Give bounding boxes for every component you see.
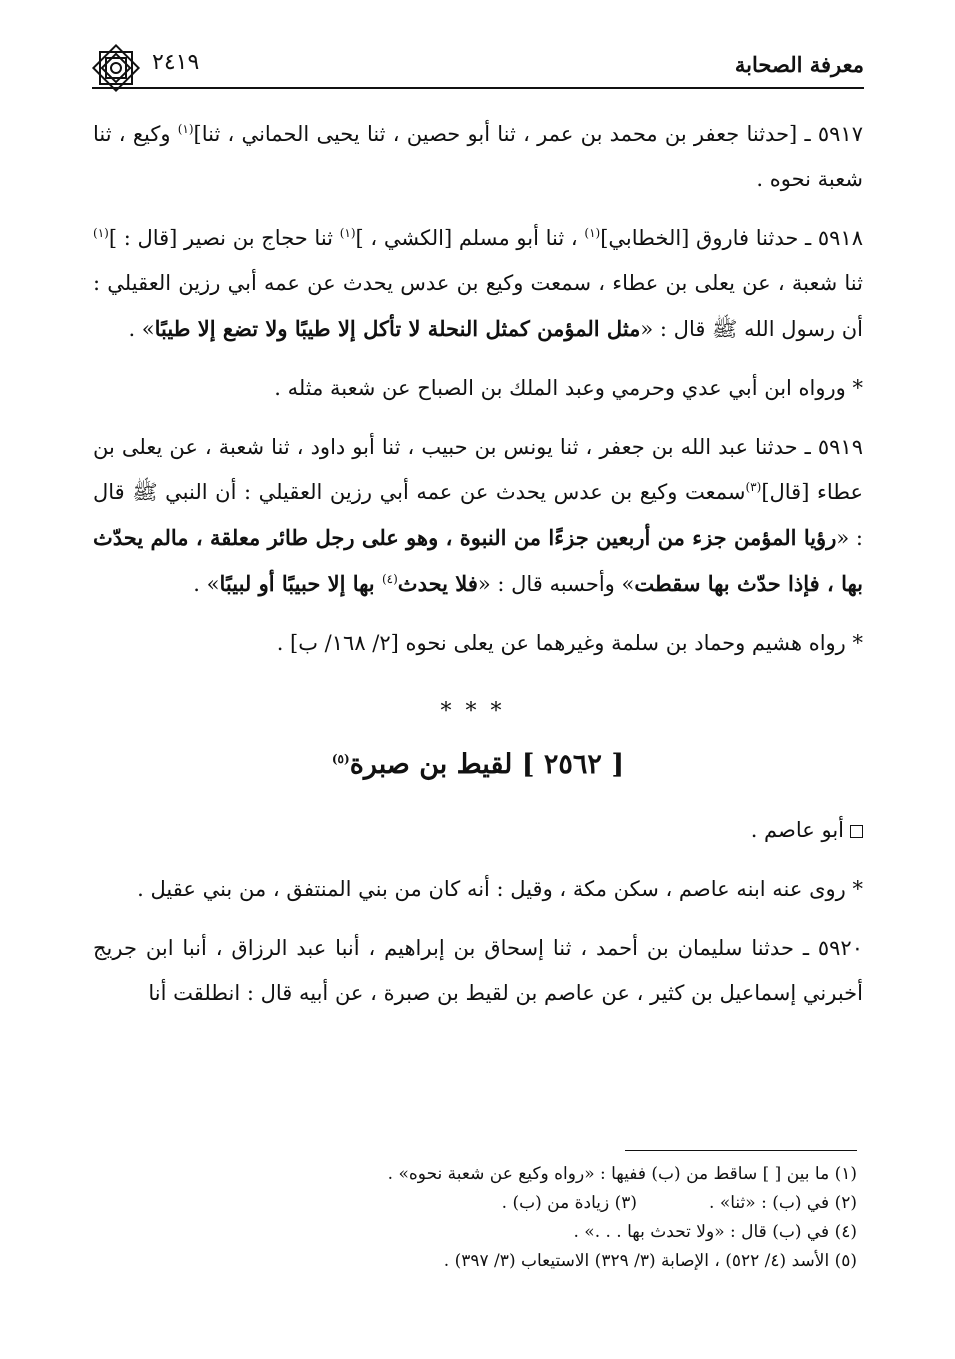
footnote-ref: (٤)	[381, 572, 398, 586]
square-bullet-icon	[850, 825, 863, 838]
section-title: [ ٢٥٦٢ ] لقيط بن صبرة$^{(٥)}$	[331, 749, 625, 780]
footnote-ref: (٣)	[745, 480, 762, 494]
section-divider: ***	[440, 699, 516, 724]
footnote-2-3	[97, 1189, 857, 1218]
main-text	[93, 112, 863, 1030]
footnote-rule	[625, 1150, 857, 1151]
narration-note: * رواه هشيم وحماد بن سلمة وغيرهما عن يعلى نحوه [٢/ ١٦٨/ ب] .	[276, 631, 863, 655]
biography-note: * روى عنه ابنه عاصم ، سكن مكة ، وقيل : أنه كان من بني المنتفق ، من بني عقيل .	[137, 877, 863, 901]
kunya-line: أبو عاصم .	[93, 808, 863, 853]
footnote-ref: (١)	[339, 226, 356, 240]
footnote-ref: (١)	[584, 226, 601, 240]
running-title: معرفة الصحابة	[734, 52, 864, 77]
footnote-2: (٢) في (ب) : «ثنا» .	[709, 1193, 857, 1213]
hadith-matn: رؤيا المؤمن جزء من أربعين جزءًا من النبوة ، وهو على رجل طائر معلقة ، مالم يحدّث بها ، فإذا حدّث بها سقطت	[93, 525, 863, 596]
footnote-5: (٥) الأسد (٤/ ٥٢٢) ، الإصابة (٣/ ٣٢٩) الاستيعاب (٣/ ٣٩٧) .	[443, 1251, 857, 1271]
footnotes	[97, 1160, 857, 1276]
footnote-3: (٣) زيادة من (ب) .	[501, 1193, 638, 1213]
hadith-matn: فلا يحدث	[397, 571, 478, 596]
page-number: ٢٤١٩	[152, 50, 200, 75]
footnote-1: (١) ما بين [ ] ساقط من (ب) ففيها : «رواه وكيع عن شعبة نحوه» .	[387, 1164, 857, 1184]
footnote-ref: (١)	[177, 122, 194, 136]
footnote-4: (٤) في (ب) قال : «ولا تحدث بها . . .» .	[573, 1222, 857, 1242]
hadith-5917: ٥٩١٧ ـ [حدثنا جعفر بن محمد بن عمر ، ثنا أبو حصين ، ثنا يحيى الحماني ، ثنا]$^{(١)}$ وكيع ، ثنا شعبة نحوه .	[93, 122, 863, 191]
hadith-matn: مثل المؤمن كمثل النحلة لا تأكل إلا طيبًا ولا تضع إلا طيبًا	[154, 316, 641, 341]
page-header	[92, 48, 864, 84]
hadith-matn: بها إلا حبيبًا أو لبيبًا	[219, 571, 382, 596]
narration-note: * ورواه ابن أبي عدي وحرمي وعبد الملك بن الصباح عن شعبة مثله .	[274, 376, 863, 400]
hadith-5918: ٥٩١٨ ـ حدثنا فاروق [الخطابي]$^{(١)}$ ، ثنا أبو مسلم [الكشي ، ]$^{(١)}$ ثنا حجاج بن نصير [قال : ]$^{(١)}$ ثنا شعبة ، عن يعلى بن عطاء ، سمعت وكيع بن عدس يحدث عن عمه أبي رزين العقيلي : أن رسول الله ﷺ قال : «مثل المؤمن كمثل النحلة لا تأكل إلا طيبًا ولا تضع إلا طيبًا» .	[93, 226, 863, 341]
hadith-5919: ٥٩١٩ ـ حدثنا عبد الله بن جعفر ، ثنا يونس بن حبيب ، ثنا أبو داود ، ثنا شعبة ، عن يعلى بن عطاء [قال]$^{(٣)}$سمعت وكيع بن عدس يحدث عن عمه أبي رزين العقيلي : أن النبي ﷺ قال : «رؤيا المؤمن جزء من أربعين جزءًا من النبوة ، وهو على رجل طائر معلقة ، مالم يحدّث بها ، فإذا حدّث بها سقطت» وأحسبه قال : «فلا يحدث$^{(٤)}$ بها إلا حبيبًا أو لبيبًا» .	[93, 435, 863, 596]
header-rule	[92, 87, 864, 89]
hadith-5920: ٥٩٢٠ ـ حدثنا سليمان بن أحمد ، ثنا إسحاق بن إبراهيم ، أنبا عبد الرزاق ، أنبا ابن جريج أخبرني إسماعيل بن كثير ، عن عاصم بن لقيط بن صبرة ، عن أبيه قال : انطلقت أنا	[93, 936, 863, 1005]
footnote-ref: (١)	[93, 226, 109, 240]
footnote-ref: (٥)	[331, 752, 350, 766]
